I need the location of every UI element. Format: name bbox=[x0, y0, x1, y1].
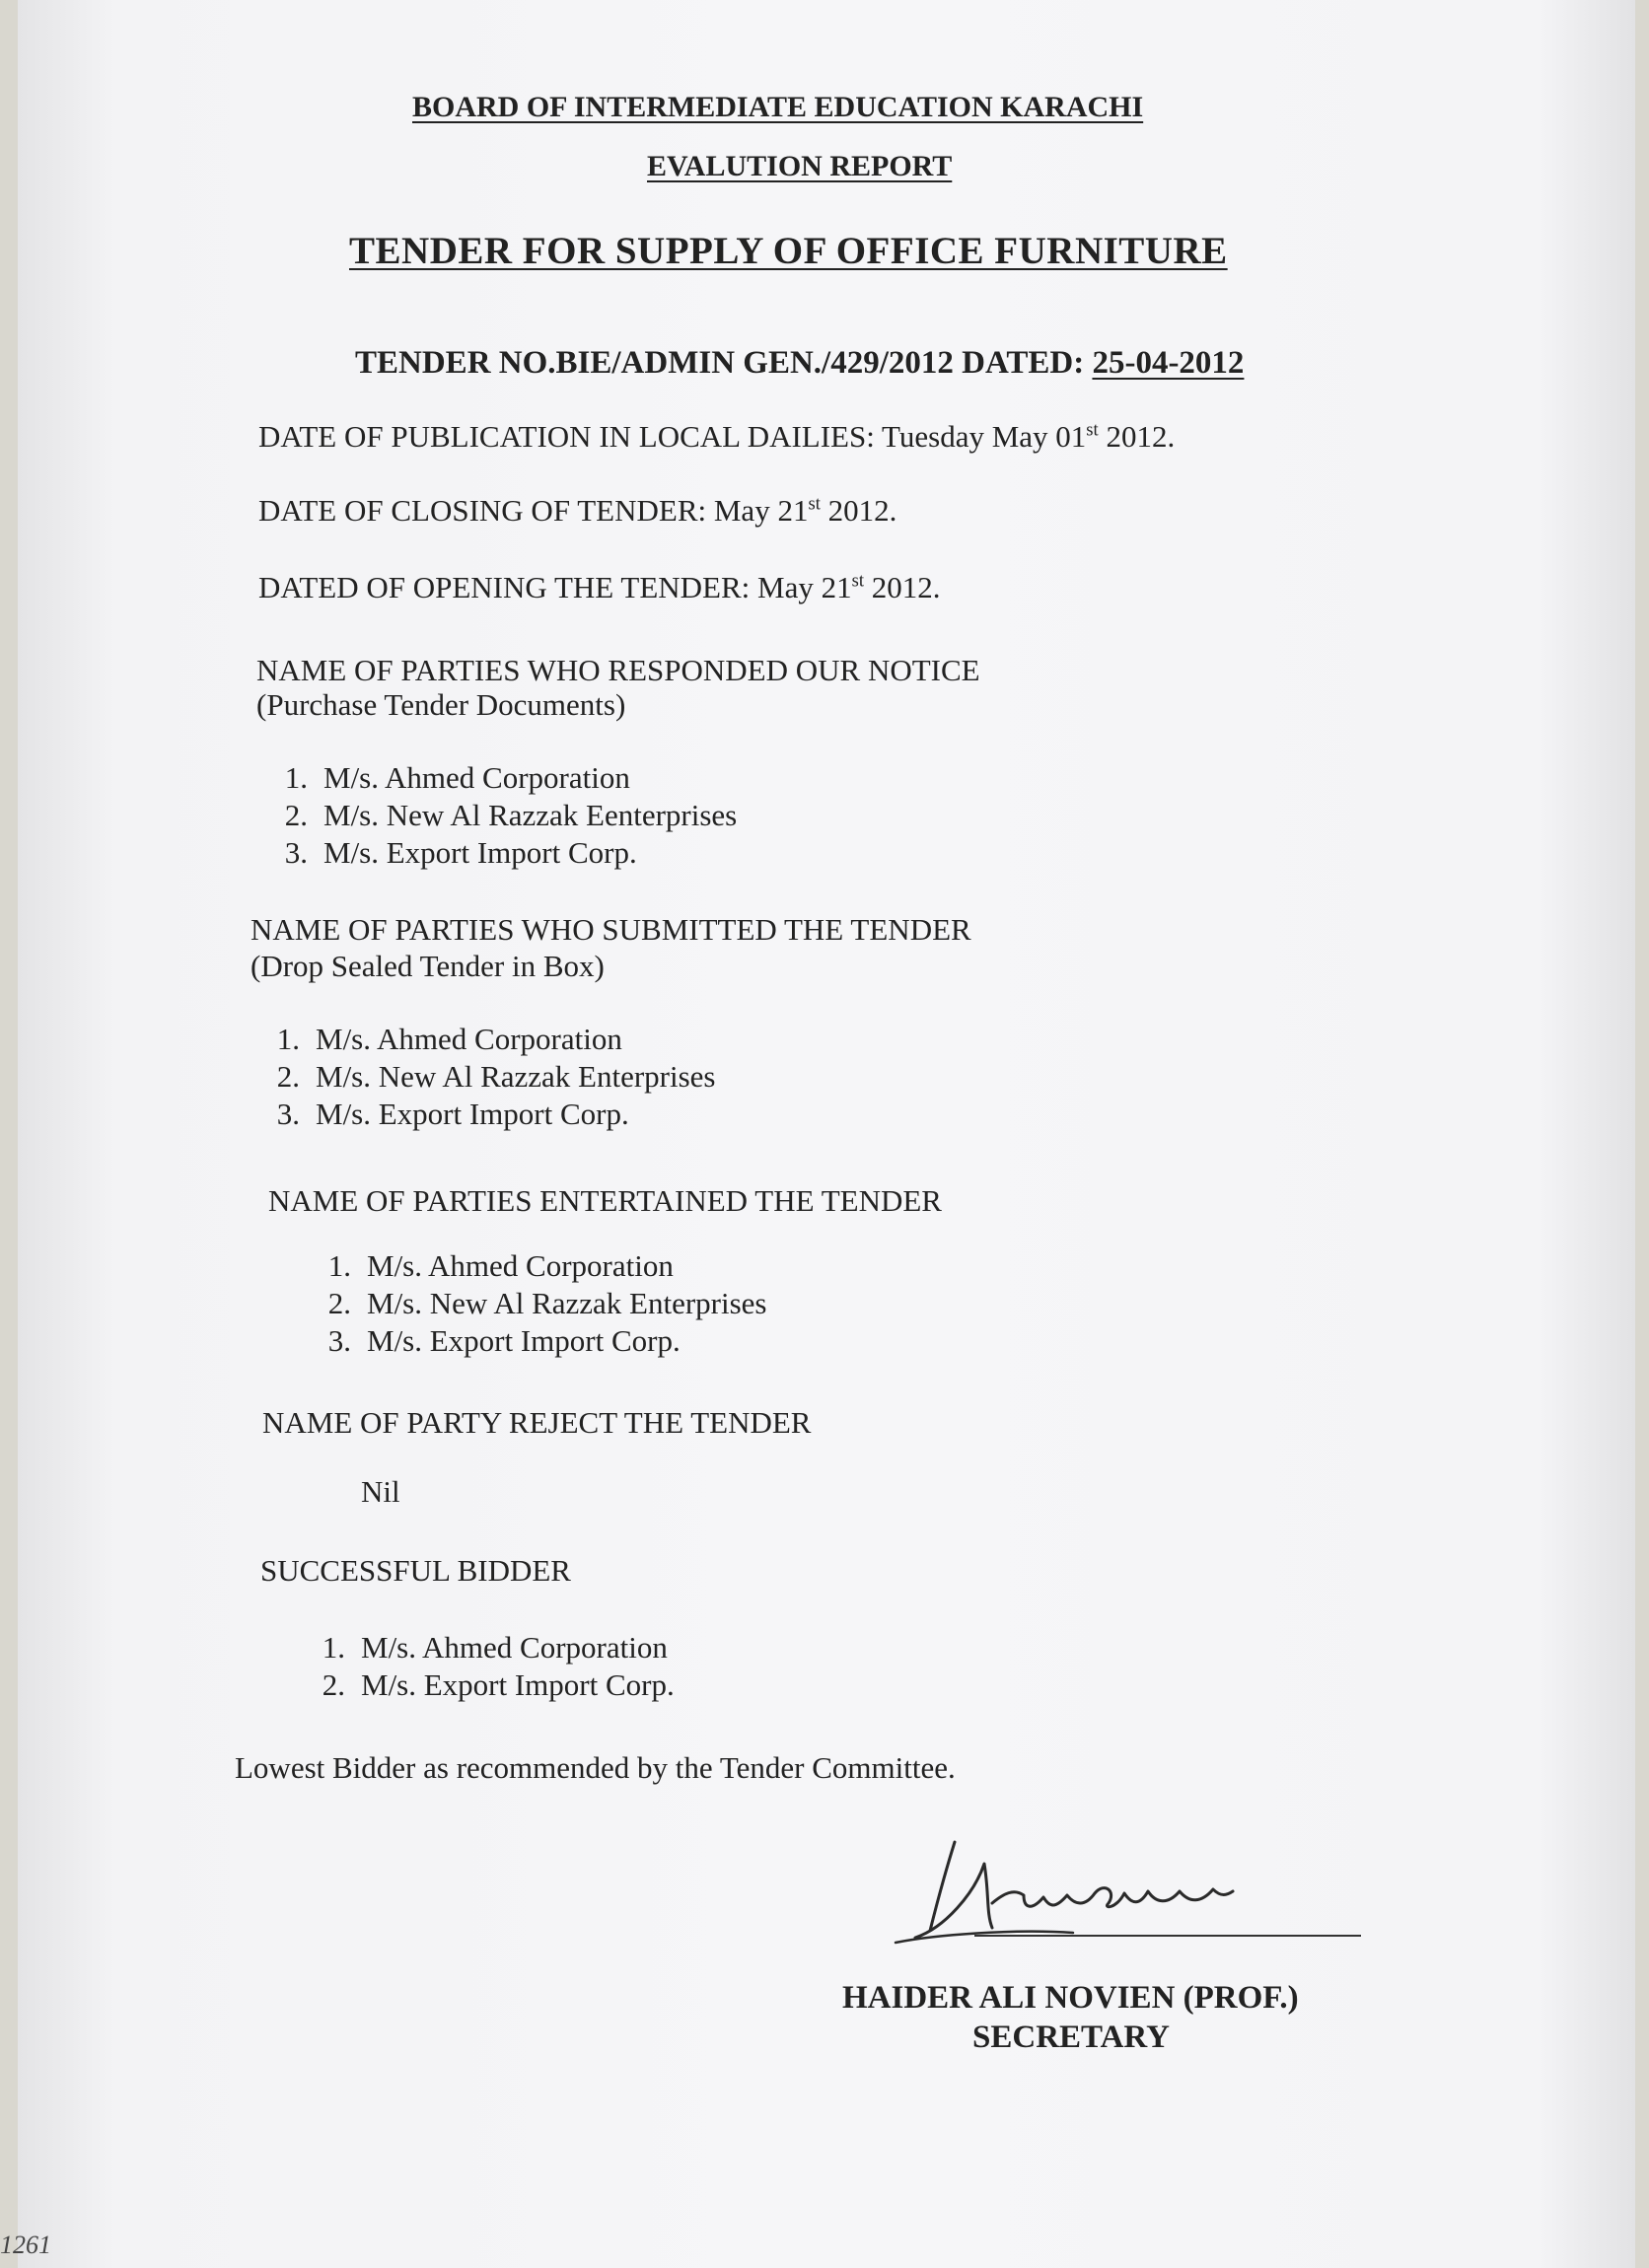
closing-date-year: 2012. bbox=[820, 493, 897, 528]
document-title: TENDER FOR SUPPLY OF OFFICE FURNITURE bbox=[349, 230, 1228, 272]
publication-date-label: DATE OF PUBLICATION IN LOCAL DAILIES: Tuesday May 01 bbox=[258, 419, 1087, 454]
list-item bbox=[266, 797, 737, 834]
list-item-name: M/s. New Al Razzak Enterprises bbox=[367, 1286, 767, 1320]
list-item-name: M/s. New Al Razzak Enterprises bbox=[316, 1059, 716, 1094]
tender-number-label: TENDER NO.BIE/ADMIN GEN./429/2012 DATED: bbox=[355, 345, 1093, 381]
list-item-number: 1. bbox=[276, 1022, 300, 1056]
signatory-name: HAIDER ALI NOVIEN (PROF.) bbox=[842, 1980, 1299, 2016]
responded-heading: NAME OF PARTIES WHO RESPONDED OUR NOTICE bbox=[256, 653, 980, 687]
list-item-number: 3. bbox=[276, 1097, 300, 1131]
responded-subheading: (Purchase Tender Documents) bbox=[256, 687, 626, 722]
submitted-list bbox=[258, 1021, 715, 1133]
publication-date-year: 2012. bbox=[1098, 419, 1176, 454]
list-item bbox=[266, 834, 737, 872]
list-item-name: M/s. Export Import Corp. bbox=[367, 1323, 681, 1358]
opening-date bbox=[258, 570, 941, 605]
list-item-number: 1. bbox=[284, 760, 308, 795]
responded-list bbox=[266, 759, 737, 872]
list-item-name: M/s. Export Import Corp. bbox=[323, 835, 637, 870]
list-item-name: M/s. Ahmed Corporation bbox=[367, 1248, 674, 1283]
rejected-value: Nil bbox=[361, 1474, 400, 1509]
signatory-designation: SECRETARY bbox=[972, 2020, 1170, 2055]
successful-heading: SUCCESSFUL BIDDER bbox=[260, 1553, 571, 1588]
rejected-heading: NAME OF PARTY REJECT THE TENDER bbox=[262, 1405, 812, 1440]
list-item-number: 2. bbox=[327, 1286, 351, 1320]
list-item bbox=[258, 1058, 715, 1096]
opening-date-suffix: st bbox=[851, 570, 865, 592]
successful-list bbox=[304, 1629, 675, 1704]
list-item-number: 1. bbox=[327, 1248, 351, 1283]
list-item bbox=[304, 1629, 675, 1666]
list-item bbox=[258, 1096, 715, 1133]
closing-date-label: DATE OF CLOSING OF TENDER: May 21 bbox=[258, 493, 809, 528]
list-item bbox=[258, 1021, 715, 1058]
closing-date-suffix: st bbox=[808, 493, 821, 515]
list-item bbox=[304, 1666, 675, 1704]
list-item-name: M/s. Ahmed Corporation bbox=[361, 1630, 668, 1665]
opening-date-label: DATED OF OPENING THE TENDER: May 21 bbox=[258, 570, 852, 604]
list-item-name: M/s. Export Import Corp. bbox=[316, 1097, 629, 1131]
tender-number bbox=[355, 345, 1244, 382]
report-type-heading: EVALUTION REPORT bbox=[647, 150, 953, 182]
tender-date: 25-04-2012 bbox=[1092, 345, 1245, 381]
entertained-heading: NAME OF PARTIES ENTERTAINED THE TENDER bbox=[268, 1183, 942, 1218]
list-item-name: M/s. Ahmed Corporation bbox=[316, 1022, 622, 1056]
page-mark: 1261 bbox=[0, 2231, 51, 2259]
list-item-number: 2. bbox=[276, 1059, 300, 1094]
organization-heading: BOARD OF INTERMEDIATE EDUCATION KARACHI bbox=[412, 91, 1144, 123]
list-item-name: M/s. New Al Razzak Eenterprises bbox=[323, 798, 738, 832]
publication-date-suffix: st bbox=[1086, 419, 1099, 441]
entertained-list bbox=[310, 1247, 766, 1360]
list-item-number: 2. bbox=[322, 1667, 345, 1702]
list-item-number: 3. bbox=[327, 1323, 351, 1358]
list-item-number: 2. bbox=[284, 798, 308, 832]
list-item bbox=[310, 1247, 766, 1285]
list-item bbox=[310, 1285, 766, 1322]
document-page bbox=[18, 0, 1635, 2268]
list-item bbox=[266, 759, 737, 797]
list-item bbox=[310, 1322, 766, 1360]
list-item-name: M/s. Ahmed Corporation bbox=[323, 760, 630, 795]
submitted-heading: NAME OF PARTIES WHO SUBMITTED THE TENDER bbox=[251, 912, 971, 947]
closing-date bbox=[258, 493, 896, 529]
publication-date bbox=[258, 419, 1175, 455]
list-item-number: 1. bbox=[322, 1630, 345, 1665]
submitted-subheading: (Drop Sealed Tender in Box) bbox=[251, 949, 605, 983]
opening-date-year: 2012. bbox=[864, 570, 941, 604]
list-item-name: M/s. Export Import Corp. bbox=[361, 1667, 675, 1702]
list-item-number: 3. bbox=[284, 835, 308, 870]
signature-line bbox=[974, 1935, 1361, 1937]
committee-note: Lowest Bidder as recommended by the Tender Committee. bbox=[235, 1750, 956, 1785]
